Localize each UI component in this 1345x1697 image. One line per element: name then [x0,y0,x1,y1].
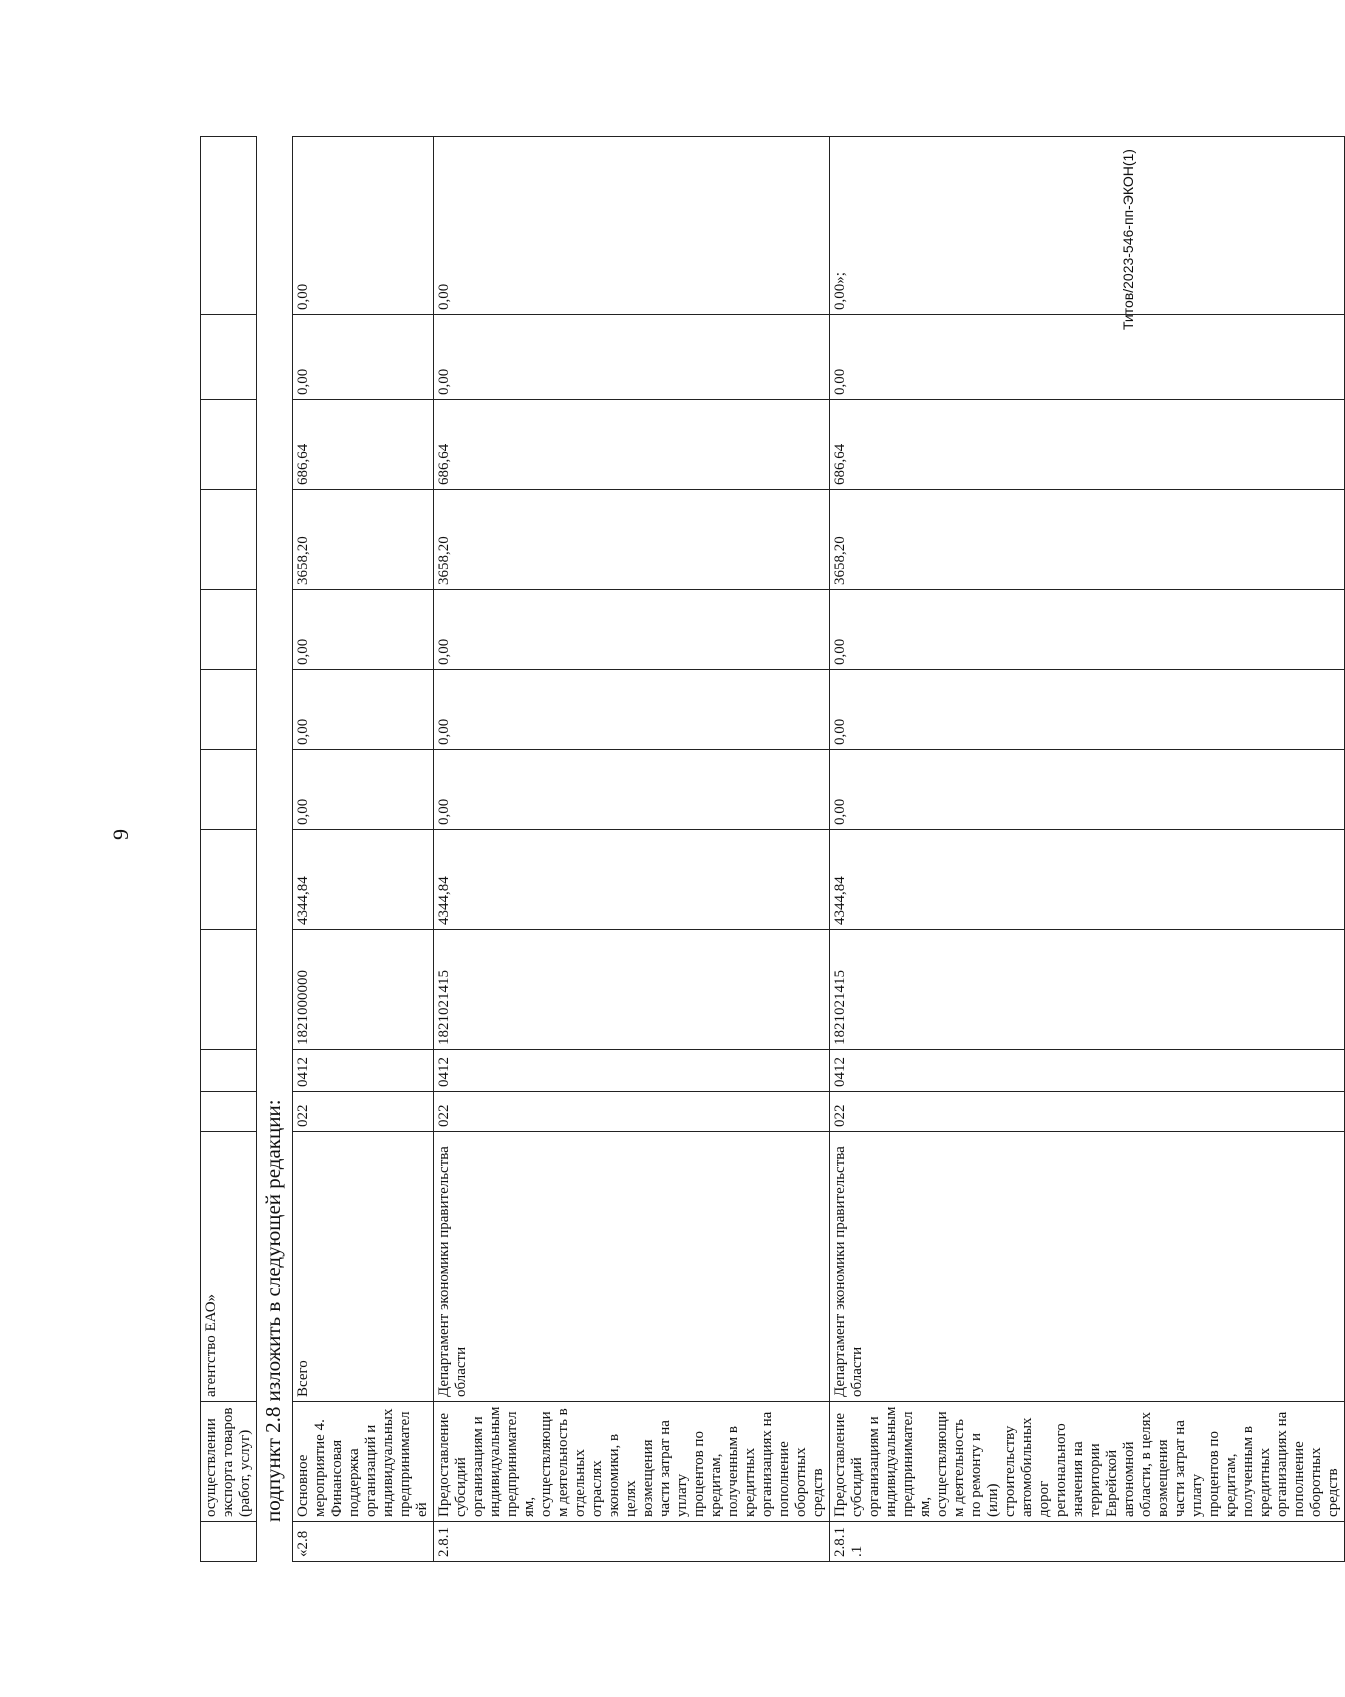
rzpr-code: 0412 [830,1050,1345,1092]
value-cell: 0,00 [434,137,830,315]
previous-table-fragment [200,136,257,1562]
value-cell: 0,00 [434,750,830,830]
grbs-code: 022 [830,1092,1345,1132]
program-table [292,136,1345,1562]
value-cell: 0,00»; [830,137,1345,315]
cell-name-continued: осуществлении экспорта товаров (работ, услуг) [201,1402,257,1522]
measure-name: Предоставление субсидий организациям и индивидуальным предпринимателям, осуществляющим деятельность в отдельных отраслях экономики, в целях возмещения части затрат на уплату процентов по кредитам, полученным в кредитных организациях на пополнение оборотных средств [434,1402,830,1522]
value-cell: 686,64 [434,400,830,490]
executor: Департамент экономики правительства области [830,1132,1345,1402]
value-cell: 3658,20 [293,490,434,590]
grbs-code: 022 [293,1092,434,1132]
csr-code: 1821021415 [434,930,830,1050]
value-cell: 0,00 [830,315,1345,400]
executor: Департамент экономики правительства области [434,1132,830,1402]
value-cell: 0,00 [434,590,830,670]
value-cell: 0,00 [293,590,434,670]
amendment-heading: подпункт 2.8 изложить в следующей редакции: [261,1099,285,1522]
value-cell: 0,00 [293,670,434,750]
value-cell: 0,00 [293,315,434,400]
value-cell: 0,00 [830,670,1345,750]
value-cell: 0,00 [293,137,434,315]
grbs-code: 022 [434,1092,830,1132]
value-cell: 3658,20 [830,490,1345,590]
value-cell: 4344,84 [434,830,830,930]
value-cell: 686,64 [830,400,1345,490]
document-code: Титов/2023-546-пп-ЭКОН(1) [1120,149,1136,330]
row-number: 2.8.1 [434,1522,830,1562]
measure-name: Основное мероприятие 4. Финансовая поддержка организаций и индивидуальных предпринимателей [293,1402,434,1522]
measure-name: Предоставление субсидий организациям и индивидуальным предпринимателям, осуществляющим деятельность по ремонту и (или) строительству автомобильных дорог регионального значения на территории Еврейской автономной области, в целях возмещения части затрат на уплату процентов по кредитам, полученным в кредитных организациях на пополнение оборотных средств [830,1402,1345,1522]
value-cell: 4344,84 [293,830,434,930]
value-cell: 0,00 [830,750,1345,830]
row-number: 2.8.1.1 [830,1522,1345,1562]
value-cell: 686,64 [293,400,434,490]
value-cell: 3658,20 [434,490,830,590]
cell-executor-continued: агентство ЕАО» [201,1132,257,1402]
csr-code: 1821021415 [830,930,1345,1050]
cell-empty [201,1522,257,1562]
rzpr-code: 0412 [434,1050,830,1092]
value-cell: 0,00 [434,670,830,750]
value-cell: 4344,84 [830,830,1345,930]
executor: Всего [293,1132,434,1402]
value-cell: 0,00 [434,315,830,400]
rzpr-code: 0412 [293,1050,434,1092]
value-cell: 0,00 [830,590,1345,670]
row-number: «2.8 [293,1522,434,1562]
csr-code: 1821000000 [293,930,434,1050]
table-row [830,137,1345,1562]
table-row [434,137,830,1562]
table-row [293,137,434,1562]
value-cell: 0,00 [293,750,434,830]
page-number: 9 [108,829,133,840]
